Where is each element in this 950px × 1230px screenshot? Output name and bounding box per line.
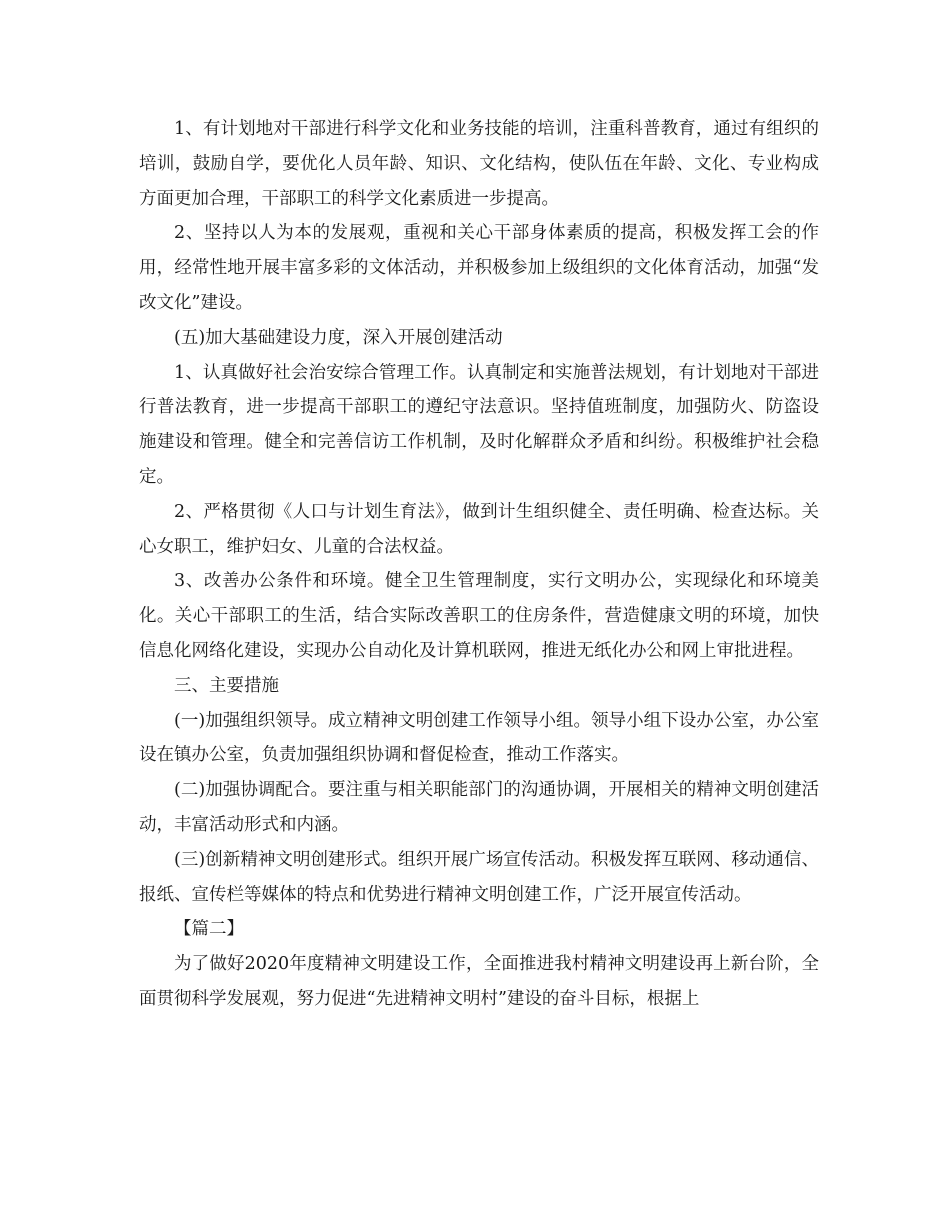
paragraph-family-planning: 2、严格贯彻《人口与计划生育法》，做到计生组织健全、责任明确、检查达标。关心女职工，维护妇女、儿童的合法权益。	[139, 501, 819, 557]
paragraph-coordination: (二)加强协调配合。要注重与相关职能部门的沟通协调，开展相关的精神文明创建活动，丰富活动形式和内涵。	[139, 780, 819, 835]
paragraph-office-conditions: 3、改善办公条件和环境。健全卫生管理制度，实行文明办公，实现绿化和环境美化。关心干部职工的生活，结合实际改善职工的住房条件，营造健康文明的环境，加快信息化网络化建设，实现办公自动化及计算机联网，推进无纸化办公和网上审批进程。	[139, 571, 819, 661]
heading-part-two: 【篇二】	[174, 919, 244, 940]
heading-main-measures: 三、主要措施	[174, 675, 279, 696]
heading-section-five: (五)加大基础建设力度，深入开展创建活动	[174, 327, 503, 348]
paragraph-cadre-training: 1、有计划地对干部进行科学文化和业务技能的培训，注重科普教育，通过有组织的培训，鼓励自学，要优化人员年龄、知识、文化结构，使队伍在年龄、文化、专业构成方面更加合理，干部职工的科学文化素质进一步提高。	[139, 119, 819, 209]
paragraph-people-oriented: 2、坚持以人为本的发展观，重视和关心干部身体素质的提高，积极发挥工会的作用，经常性地开展丰富多彩的文体活动，并积极参加上级组织的文化体育活动，加强“发改文化”建设。	[139, 223, 819, 313]
document-body	[139, 112, 819, 1017]
paragraph-innovation: (三)创新精神文明创建形式。组织开展广场宣传活动。积极发挥互联网、移动通信、报纸、宣传栏等媒体的特点和优势进行精神文明创建工作，广泛开展宣传活动。	[139, 849, 819, 905]
paragraph-public-security: 1、认真做好社会治安综合管理工作。认真制定和实施普法规划，有计划地对干部进行普法教育，进一步提高干部职工的遵纪守法意识。坚持值班制度，加强防火、防盗设施建设和管理。健全和完善信访工作机制，及时化解群众矛盾和纠纷。积极维护社会稳定。	[139, 362, 819, 487]
paragraph-leadership: (一)加强组织领导。成立精神文明创建工作领导小组。领导小组下设办公室，办公室设在镇办公室，负责加强组织协调和督促检查，推动工作落实。	[139, 710, 819, 766]
paragraph-2020-intro: 为了做好2020年度精神文明建设工作，全面推进我村精神文明建设再上新台阶，全面贯彻科学发展观，努力促进“先进精神文明村”建设的奋斗目标，根据上	[139, 954, 819, 1009]
